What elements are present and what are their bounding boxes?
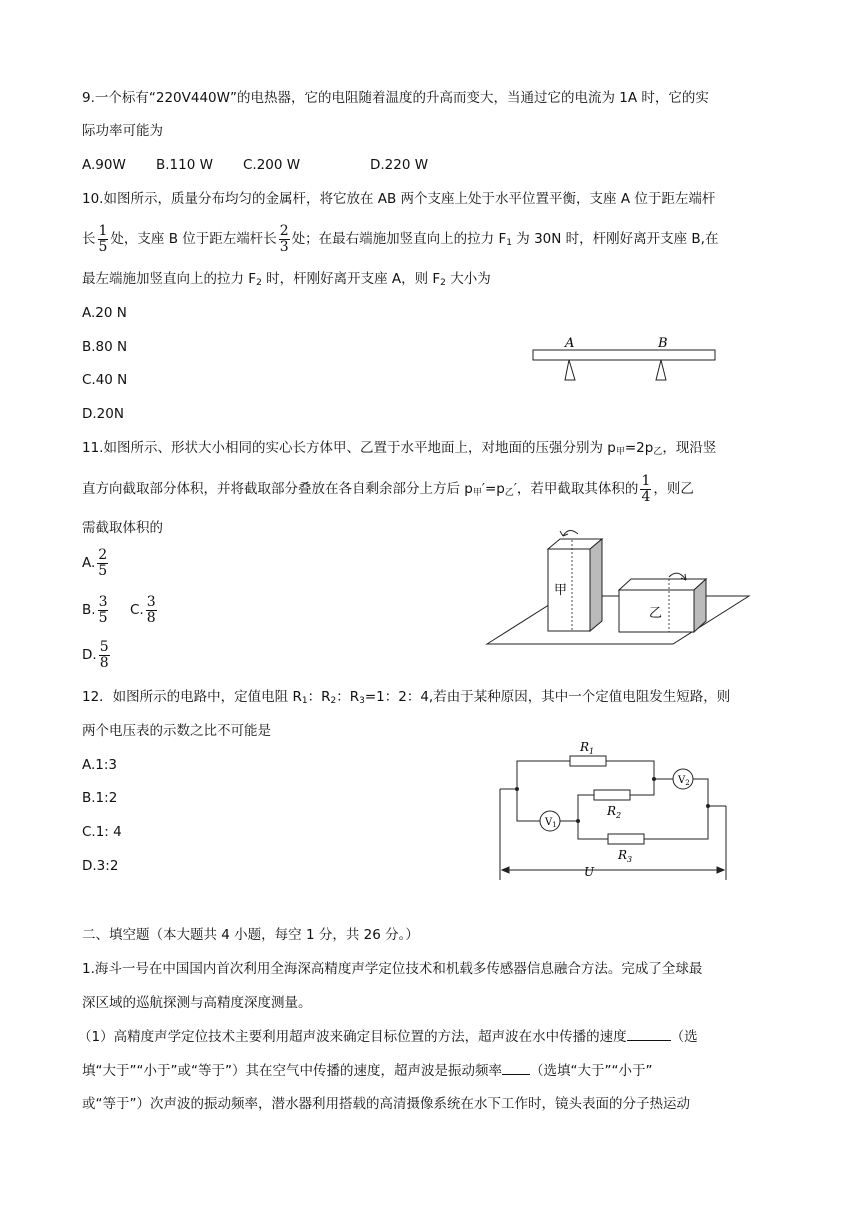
q12-option-b: B.1:2 — [82, 790, 118, 806]
support-b-label: B — [658, 336, 668, 351]
circuit-figure — [490, 735, 735, 885]
svg-text:R2: $R_2$ — [607, 804, 622, 820]
q9-option-b: B.110 W — [156, 157, 213, 173]
lever-figure — [525, 330, 725, 390]
fraction-one-fifth: $\frac{1}{5}$ — [98, 222, 108, 255]
section2-p1-line2: 深区域的巡航探测与高精度深度测量。 — [82, 995, 312, 1011]
svg-text:V1: $V_1$ — [545, 817, 557, 829]
q10-option-b: B.80 N — [82, 339, 128, 355]
section2-p1-line1: 1.海斗一号在中国国内首次利用全海深高精度声学定位技术和机载多传感器信息融合方法。完成了全球最 — [82, 961, 703, 977]
fill-blank-1[interactable] — [627, 1026, 671, 1041]
q12-option-a: A.1:3 — [82, 757, 118, 773]
q9-option-a: A.90W — [82, 157, 126, 173]
q11-line1: 11.如图所示、形状大小相同的实心长方体甲、乙置于水平地面上，对地面的压强分别为 $p_甲=2p_乙$，现沿竖 — [82, 440, 717, 457]
q11-option-b: B. $\frac{3}{5}$ — [82, 593, 108, 626]
q11-line2: 直方向截取部分体积，并将截取部分叠放在各自剩余部分上方后 $p_甲'=p_乙'$，若甲截取其体积的 $\frac{1}{4}$ ，则乙 — [82, 472, 694, 505]
q12-line1: 12．如图所示的电路中，定值电阻 $R_1$：$R_2$：$R_3=1$：2：4,若由于某种原因，其中一个定值电阻发生短路，则 — [82, 689, 731, 706]
blocks-figure — [485, 522, 755, 648]
svg-text:R3: $R_3$ — [618, 848, 633, 864]
q11-option-a: A. $\frac{2}{5}$ — [82, 546, 108, 579]
block-yi-label: 乙 — [649, 606, 663, 621]
q12-option-c: C.1: 4 — [82, 824, 122, 840]
v1-label: V — [545, 817, 553, 828]
q10-option-c: C.40 N — [82, 372, 128, 388]
block-jia-label: 甲 — [554, 583, 568, 598]
q12-option-d: D.3:2 — [82, 858, 119, 874]
support-a-label: A — [565, 336, 575, 351]
q9-line2: 际功率可能为 — [82, 123, 163, 139]
section2-p2-line1: （1）高精度声学定位技术主要利用超声波来确定目标位置的方法，超声波在水中传播的速度 （选 — [78, 1026, 698, 1047]
q12-line2: 两个电压表的示数之比不可能是 — [82, 723, 271, 739]
section2-heading: 二、填空题（本大题共 4 小题，每空 1 分，共 26 分。） — [82, 927, 419, 943]
fraction-two-thirds: $\frac{2}{3}$ — [279, 222, 289, 255]
q11-option-d: D. $\frac{5}{8}$ — [82, 638, 109, 671]
v2-label: V — [678, 775, 686, 786]
q10-line2: 长 $\frac{1}{5}$ 处，支座 B 位于距左端杆长 $\frac{2}{3}$ 处；在最右端施加竖直向上的拉力 $F_1$ 为 30N 时，杆刚好离开支座 B,在 — [82, 222, 719, 255]
q9-option-d: D.220 W — [370, 157, 429, 173]
q10-line3: 最左端施加竖直向上的拉力 $F_2$ 时，杆刚好离开支座 A，则 $F_2$ 大小为 — [82, 271, 491, 288]
q9-line1: 9.一个标有“220V440W”的电热器，它的电阻随着温度的升高而变大，当通过它的电流为 1A 时，它的实 — [82, 90, 709, 106]
fill-blank-2[interactable] — [502, 1060, 530, 1075]
q11-line3: 需截取体积的 — [82, 520, 163, 536]
voltage-u-label: U — [584, 865, 595, 879]
q11-option-c: C. $\frac{3}{8}$ — [130, 593, 156, 626]
svg-text:R1: $R_1$ — [580, 740, 595, 756]
q10-option-d: D.20N — [82, 406, 124, 422]
q10-option-a: A.20 N — [82, 305, 127, 321]
r2-label: R — [607, 804, 617, 818]
fraction-one-quarter: $\frac{1}{4}$ — [641, 472, 651, 505]
section2-p2-line2: 填“大于”“小于”或“等于”）其在空气中传播的速度，超声波是振动频率 （选填“大于”“小于” — [82, 1060, 652, 1081]
r3-label: R — [618, 848, 628, 862]
q9-option-c: C.200 W — [243, 157, 301, 173]
r1-label: R — [580, 740, 590, 754]
section2-p2-line3: 或“等于”）次声波的振动频率，潜水器利用搭载的高清摄像系统在水下工作时，镜头表面的分子热运动 — [82, 1096, 690, 1112]
svg-text:V2: $V_2$ — [678, 775, 690, 787]
q10-line1: 10.如图所示，质量分布均匀的金属杆，将它放在 AB 两个支座上处于水平位置平衡，支座 A 位于距左端杆 — [82, 191, 716, 207]
